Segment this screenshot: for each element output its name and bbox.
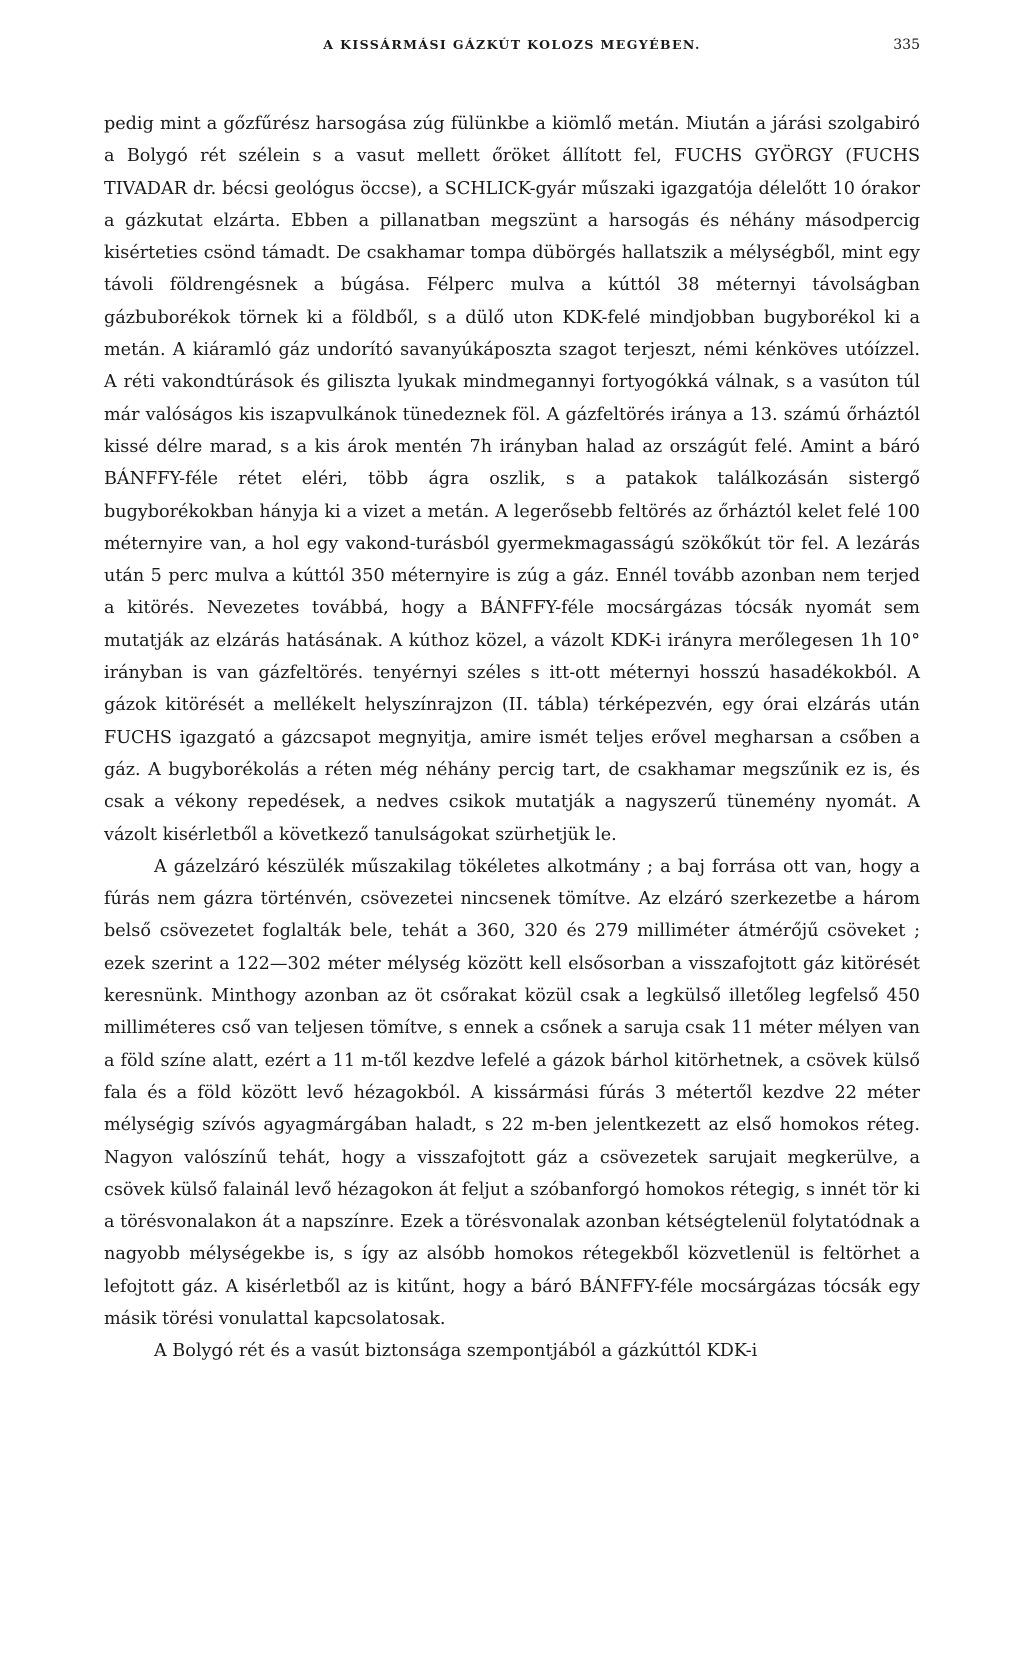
page-number: 335 bbox=[893, 37, 920, 53]
book-page bbox=[104, 30, 920, 1368]
paragraph: A Bolygó rét és a vasút biztonsága szempontjából a gázkúttól KDK-i bbox=[154, 1341, 758, 1362]
body-text bbox=[104, 108, 920, 1368]
paragraph: pedig mint a gőzfűrész harsogása zúg fülünkbe a kiömlő metán. Miután a járási szolgabiró a Bolygó rét szélein s a vasut mellett őröket állított fel, FUCHS GYÖRGY (FUCHS TIVADAR dr. bécsi geológus öccse), a SCHLICK-gyár műszaki igazgatója délelőtt 10 órakor a gázkutat elzárta. Ebben a pillanatban megszünt a harsogás és néhány másodpercig kisérteties csönd támadt. De csakhamar tompa dübörgés hallatszik a mélységből, mint egy távoli földrengésnek a búgása. Félperc mulva a kúttól 38 méternyi távolságban gázbuborékok törnek ki a földből, s a dülő uton KDK-felé mindjobban bugyborékol ki a metán. A kiáramló gáz undorító savanyúkáposzta szagot terjeszt, némi kénköves utóízzel. A réti vakondtúrások és giliszta lyukak mindmegannyi fortyogókká válnak, s a vasúton túl már valóságos kis iszapvulkánok tünedeznek föl. A gázfeltörés iránya a 13. számú őrháztól kissé délre marad, s a kis árok mentén 7h irányban halad az országút felé. Amint a báró BÁNFFY-féle rétet eléri, több ágra oszlik, s a patakok találkozásán sistergő bugyborékokban hányja ki a vizet a metán. A legerősebb feltörés az őrháztól kelet felé 100 méternyire van, a hol egy vakond-turásból gyermekmagasságú szökőkút tör fel. A lezárás után 5 perc mulva a kúttól 350 méternyire is zúg a gáz. Ennél tovább azonban nem terjed a kitörés. Nevezetes továbbá, hogy a BÁNFFY-féle mocsárgázas tócsák nyomát sem mutatják az elzárás hatásának. A kúthoz közel, a vázolt KDK-i irányra merőlegesen 1h 10° irányban is van gázfeltörés. tenyérnyi széles s itt-ott méternyi hosszú hasadékokból. A gázok kitörését a mellékelt helyszínrajzon (II. tábla) térképezvén, egy órai elzárás után FUCHS igazgató a gázcsapot megnyitja, amire ismét teljes erővel megharsan a csőben a gáz. A bugyborékolás a réten még néhány percig tart, de csakhamar megszűnik ez is, és csak a vékony repedések, a nedves csikok mutatják a nagyszerű tünemény nyomát. A vázolt kisérletből a következő tanulságokat szürhetjük le. bbox=[104, 114, 920, 845]
running-head bbox=[104, 30, 920, 60]
running-title: A KISSÁRMÁSI GÁZKÚT KOLOZS MEGYÉBEN. bbox=[323, 37, 701, 52]
paragraph: A gázelzáró készülék műszakilag tökéletes alkotmány ; a baj forrása ott van, hogy a fúrás nem gázra történvén, csövezetei nincsenek tömítve. Az elzáró szerkezetbe a három belső csövezetet foglalták bele, tehát a 360, 320 és 279 milliméter átmérőjű csöveket ; ezek szerint a 122—302 méter mélység között kell elsősorban a visszafojtott gáz kitörését keresnünk. Minthogy azonban az öt csőrakat közül csak a legkülső illetőleg legfelső 450 milliméteres cső van teljesen tömítve, s ennek a csőnek a saruja csak 11 méter mélyen van a föld színe alatt, ezért a 11 m-től kezdve lefelé a gázok bárhol kitörhetnek, a csövek külső fala és a föld között levő hézagokból. A kissármási fúrás 3 métertől kezdve 22 méter mélységig szívós agyagmárgában haladt, s 22 m-ben jelentkezett az első homokos réteg. Nagyon valószínű tehát, hogy a visszafojtott gáz a csövezetek sarujait megkerülve, a csövek külső falainál levő hézagokon át feljut a szóbanforgó homokos rétegig, s innét tör ki a törésvonalakon át a napszínre. Ezek a törésvonalak azonban kétségtelenül folytatódnak a nagyobb mélységekbe is, s így az alsóbb homokos rétegekből közvetlenül is feltörhet a lefojtott gáz. A kisérletből az is kitűnt, hogy a báró BÁNFFY-féle mocsárgázas tócsák egy másik törési vonulattal kapcsolatosak. bbox=[104, 856, 920, 1329]
